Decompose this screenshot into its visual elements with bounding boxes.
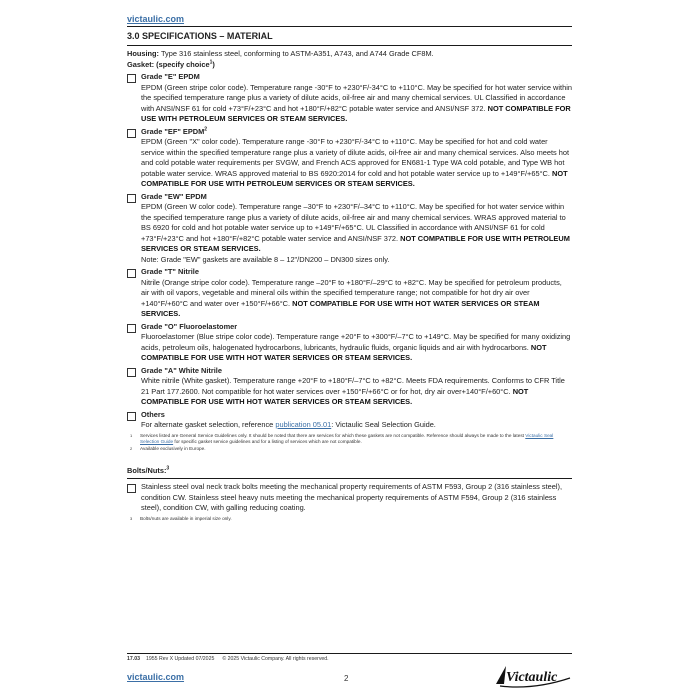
option-description bbox=[141, 83, 572, 125]
housing-text: Type 316 stainless steel, conforming to ASTM-A351, A743, and A744 Grade CF8M. bbox=[159, 49, 434, 58]
seal-selection-guide-link[interactable]: Victaulic Seal Selection Guide bbox=[140, 432, 554, 445]
footnote-text-after: for specific gasket service guidelines and for a listing of services which are not compatible. bbox=[173, 439, 362, 445]
checkbox-grade-ef[interactable] bbox=[127, 129, 136, 138]
publication-link[interactable]: publication 05.01 bbox=[275, 420, 332, 429]
option-desc-text: EPDM (Green "X" color code). Temperature range -30°F to +230°F/-34°C to +110°C. May be specified for hot and cold water service within the specified temperature range plus a variety of dilute acids, oil-free air and many chemical services. Also meets hot and cold potable water requirements per SVGW, and French ACS approved for EN681-1 Type WA cold potable, and Type WB hot potable water service. WRAS approved material to BS 6920:2014 for cold and hot potable water service up to +149°F/+65°C. bbox=[141, 137, 570, 178]
option-description bbox=[141, 137, 572, 190]
option-warning: NOT COMPATIBLE FOR USE WITH HOT WATER SERVICES OR STEAM SERVICES. bbox=[141, 386, 529, 406]
option-desc-text: Fluoroelastomer (Blue stripe color code). Temperature range +20°F to +300°F/–7°C to +149°C. May be specified for many oxidizing acids, petroleum oils, halogenated hydrocarbons, lubricants, hydraulic fluids, organic liquids and air with hydrocarbons. bbox=[141, 332, 571, 352]
option-title bbox=[141, 267, 572, 278]
footer-revision: 1955 Rev X Updated 07/2025 bbox=[145, 656, 215, 662]
gasket-option-others bbox=[127, 410, 572, 431]
logo-wordmark: Victaulic bbox=[506, 670, 558, 685]
option-desc-text: White nitrile (White gasket). Temperature range +20°F to +180°F/–7°C to +82°C. Meets FDA requirements. Conforms to CFR Title 21 Part 177.2600. Not compatible for hot water services over +150°F/+66°C or for hot, dry air over+140°F/+60°C. bbox=[141, 376, 565, 396]
bolts-description: Stainless steel oval neck track bolts meeting the mechanical property requirements of ASTM F593, Group 2 (316 stainless steel), condition CW. Stainless steel heavy nuts meeting the mechanical property requirements of ASTM F594, Group 2 (316 stainless steel), condition CW, with galling reducing coating. bbox=[141, 482, 563, 513]
option-desc-text: Nitrile (Orange stripe color code). Temperature range –20°F to +180°F/–29°C to +82°C. May be specified for petroleum products, air with oil vapors, vegetable and mineral oils within the specified temperature range; not compatible for hot dry air over +140°F/+60°C and water over +150°F/+66°C. bbox=[141, 277, 562, 308]
option-title-text: Grade "T" Nitrile bbox=[141, 267, 199, 276]
gasket-option-grade-ew bbox=[127, 192, 572, 266]
footnote-text: Bolts/nuts are available in imperial size only. bbox=[140, 515, 232, 521]
checkbox-grade-t[interactable] bbox=[127, 269, 136, 278]
others-text-after: : Victaulic Seal Selection Guide. bbox=[331, 420, 436, 429]
option-title: Others bbox=[141, 409, 165, 419]
gasket-heading-footnote-ref: 1 bbox=[209, 59, 213, 66]
footnote-number: 1 bbox=[130, 432, 133, 438]
gasket-option-grade-e bbox=[127, 72, 572, 125]
footnote bbox=[130, 433, 572, 446]
housing-label: Housing: bbox=[127, 49, 160, 58]
option-title-text: Grade "EF" EPDM bbox=[141, 126, 205, 136]
footnote-text: Services listed are General Service Guidelines only. It should be noted that there are services for which these gaskets are not compatible. Reference should always be made to the latest bbox=[140, 432, 526, 438]
checkbox-grade-o[interactable] bbox=[127, 324, 136, 333]
footnote-text: Available exclusively in Europe. bbox=[140, 445, 206, 451]
checkbox-grade-ew[interactable] bbox=[127, 194, 136, 203]
footer-divider bbox=[127, 653, 572, 654]
footnote bbox=[130, 516, 572, 523]
option-footnote-ref: 2 bbox=[204, 126, 208, 133]
option-desc-text: EPDM (Green W color code). Temperature range –30°F to +230°F/–34°C to +110°C. May be specified for hot water service within the specified temperature range plus a variety of dilute acids, oil-free air and many chemical services. WRAS approved material to BS 6920 for cold and hot potable water service up to +149°F/+65°C. UL Classified in accordance with ANSI/NSF 61 for cold +73°F/+23°C and hot +180°F/+82°C potable water service and ANSI/NSF 372. bbox=[141, 202, 566, 243]
option-title bbox=[141, 72, 572, 83]
checkbox-bolts[interactable] bbox=[127, 484, 136, 493]
document-page bbox=[127, 14, 572, 522]
footer-site-link[interactable]: victaulic.com bbox=[127, 672, 185, 682]
option-desc-text: EPDM (Green stripe color code). Temperature range -30°F to +230°F/-34°C to +110°C. May be specified for hot water service within the specified temperature range plus a variety of dilute acids, oil-free air and many chemical services. UL Classified in accordance with ANSI/NSF 61 for cold +73°F/+23°C and hot +180°F/+82°C potable water service and ANSI/NSF 372. bbox=[141, 82, 572, 113]
option-warning: NOT COMPATIBLE FOR USE WITH HOT WATER SERVICES OR STEAM SERVICES. bbox=[141, 298, 540, 318]
gasket-heading-close: ) bbox=[212, 59, 215, 69]
footnote-number: 3 bbox=[130, 515, 133, 521]
section-title: 3.0 SPECIFICATIONS – MATERIAL bbox=[127, 31, 273, 41]
checkbox-grade-a[interactable] bbox=[127, 368, 136, 377]
option-warning: NOT COMPATIBLE FOR USE WITH PETROLEUM SERVICES OR STEAM SERVICES. bbox=[141, 233, 570, 253]
option-title-text: Grade "A" White Nitrile bbox=[141, 365, 222, 375]
gasket-option-grade-t bbox=[127, 267, 572, 320]
option-title bbox=[141, 127, 572, 138]
section-divider bbox=[127, 45, 572, 46]
gasket-heading-text: Gasket: (specify choice bbox=[127, 59, 210, 69]
option-description bbox=[141, 376, 572, 408]
option-description bbox=[141, 202, 572, 255]
option-title bbox=[141, 322, 572, 333]
gasket-heading bbox=[127, 60, 572, 71]
footer-info bbox=[127, 656, 329, 662]
gasket-option-grade-o bbox=[127, 322, 572, 364]
option-description bbox=[141, 278, 572, 320]
housing-spec bbox=[127, 49, 572, 60]
option-warning: NOT COMPATIBLE FOR USE WITH PETROLEUM SERVICES OR STEAM SERVICES. bbox=[141, 103, 571, 123]
option-title-text: Grade "O" Fluoroelastomer bbox=[141, 321, 238, 331]
option-description bbox=[141, 332, 572, 364]
bolts-heading bbox=[127, 466, 572, 475]
bolts-option bbox=[127, 482, 572, 514]
page-number: 2 bbox=[344, 674, 349, 683]
gasket-option-grade-ef bbox=[127, 127, 572, 190]
bolts-footnote-ref: 3 bbox=[166, 465, 170, 472]
option-warning: NOT COMPATIBLE FOR USE WITH HOT WATER SERVICES OR STEAM SERVICES. bbox=[141, 342, 547, 362]
checkbox-others[interactable] bbox=[127, 412, 136, 421]
checkbox-grade-e[interactable] bbox=[127, 74, 136, 83]
footnote bbox=[130, 446, 572, 453]
victaulic-logo bbox=[494, 664, 572, 688]
option-description bbox=[141, 420, 572, 431]
header-site-link[interactable]: victaulic.com bbox=[127, 14, 185, 24]
option-title-text: Grade "EW" EPDM bbox=[141, 191, 207, 201]
footnote-number: 2 bbox=[130, 445, 133, 451]
bolts-footnotes bbox=[127, 516, 572, 523]
gasket-footnotes bbox=[127, 433, 572, 453]
option-note: Note: Grade "EW" gaskets are available 8 – 12"/DN200 – DN300 sizes only. bbox=[141, 254, 390, 264]
others-text-before: For alternate gasket selection, reference bbox=[141, 420, 276, 429]
footer-copyright: © 2025 Victaulic Company. All rights reserved. bbox=[222, 656, 329, 662]
option-title bbox=[141, 192, 572, 203]
gasket-option-grade-a bbox=[127, 366, 572, 408]
bolts-heading-text: Bolts/Nuts: bbox=[127, 466, 167, 476]
option-title bbox=[141, 366, 572, 377]
footer-code: 17.03 bbox=[127, 656, 140, 662]
logo-v-mark bbox=[496, 666, 506, 684]
bolts-divider bbox=[127, 478, 572, 479]
option-title-text: Grade "E" EPDM bbox=[141, 72, 200, 81]
option-warning: NOT COMPATIBLE FOR USE WITH PETROLEUM SERVICES OR STEAM SERVICES. bbox=[141, 168, 568, 188]
